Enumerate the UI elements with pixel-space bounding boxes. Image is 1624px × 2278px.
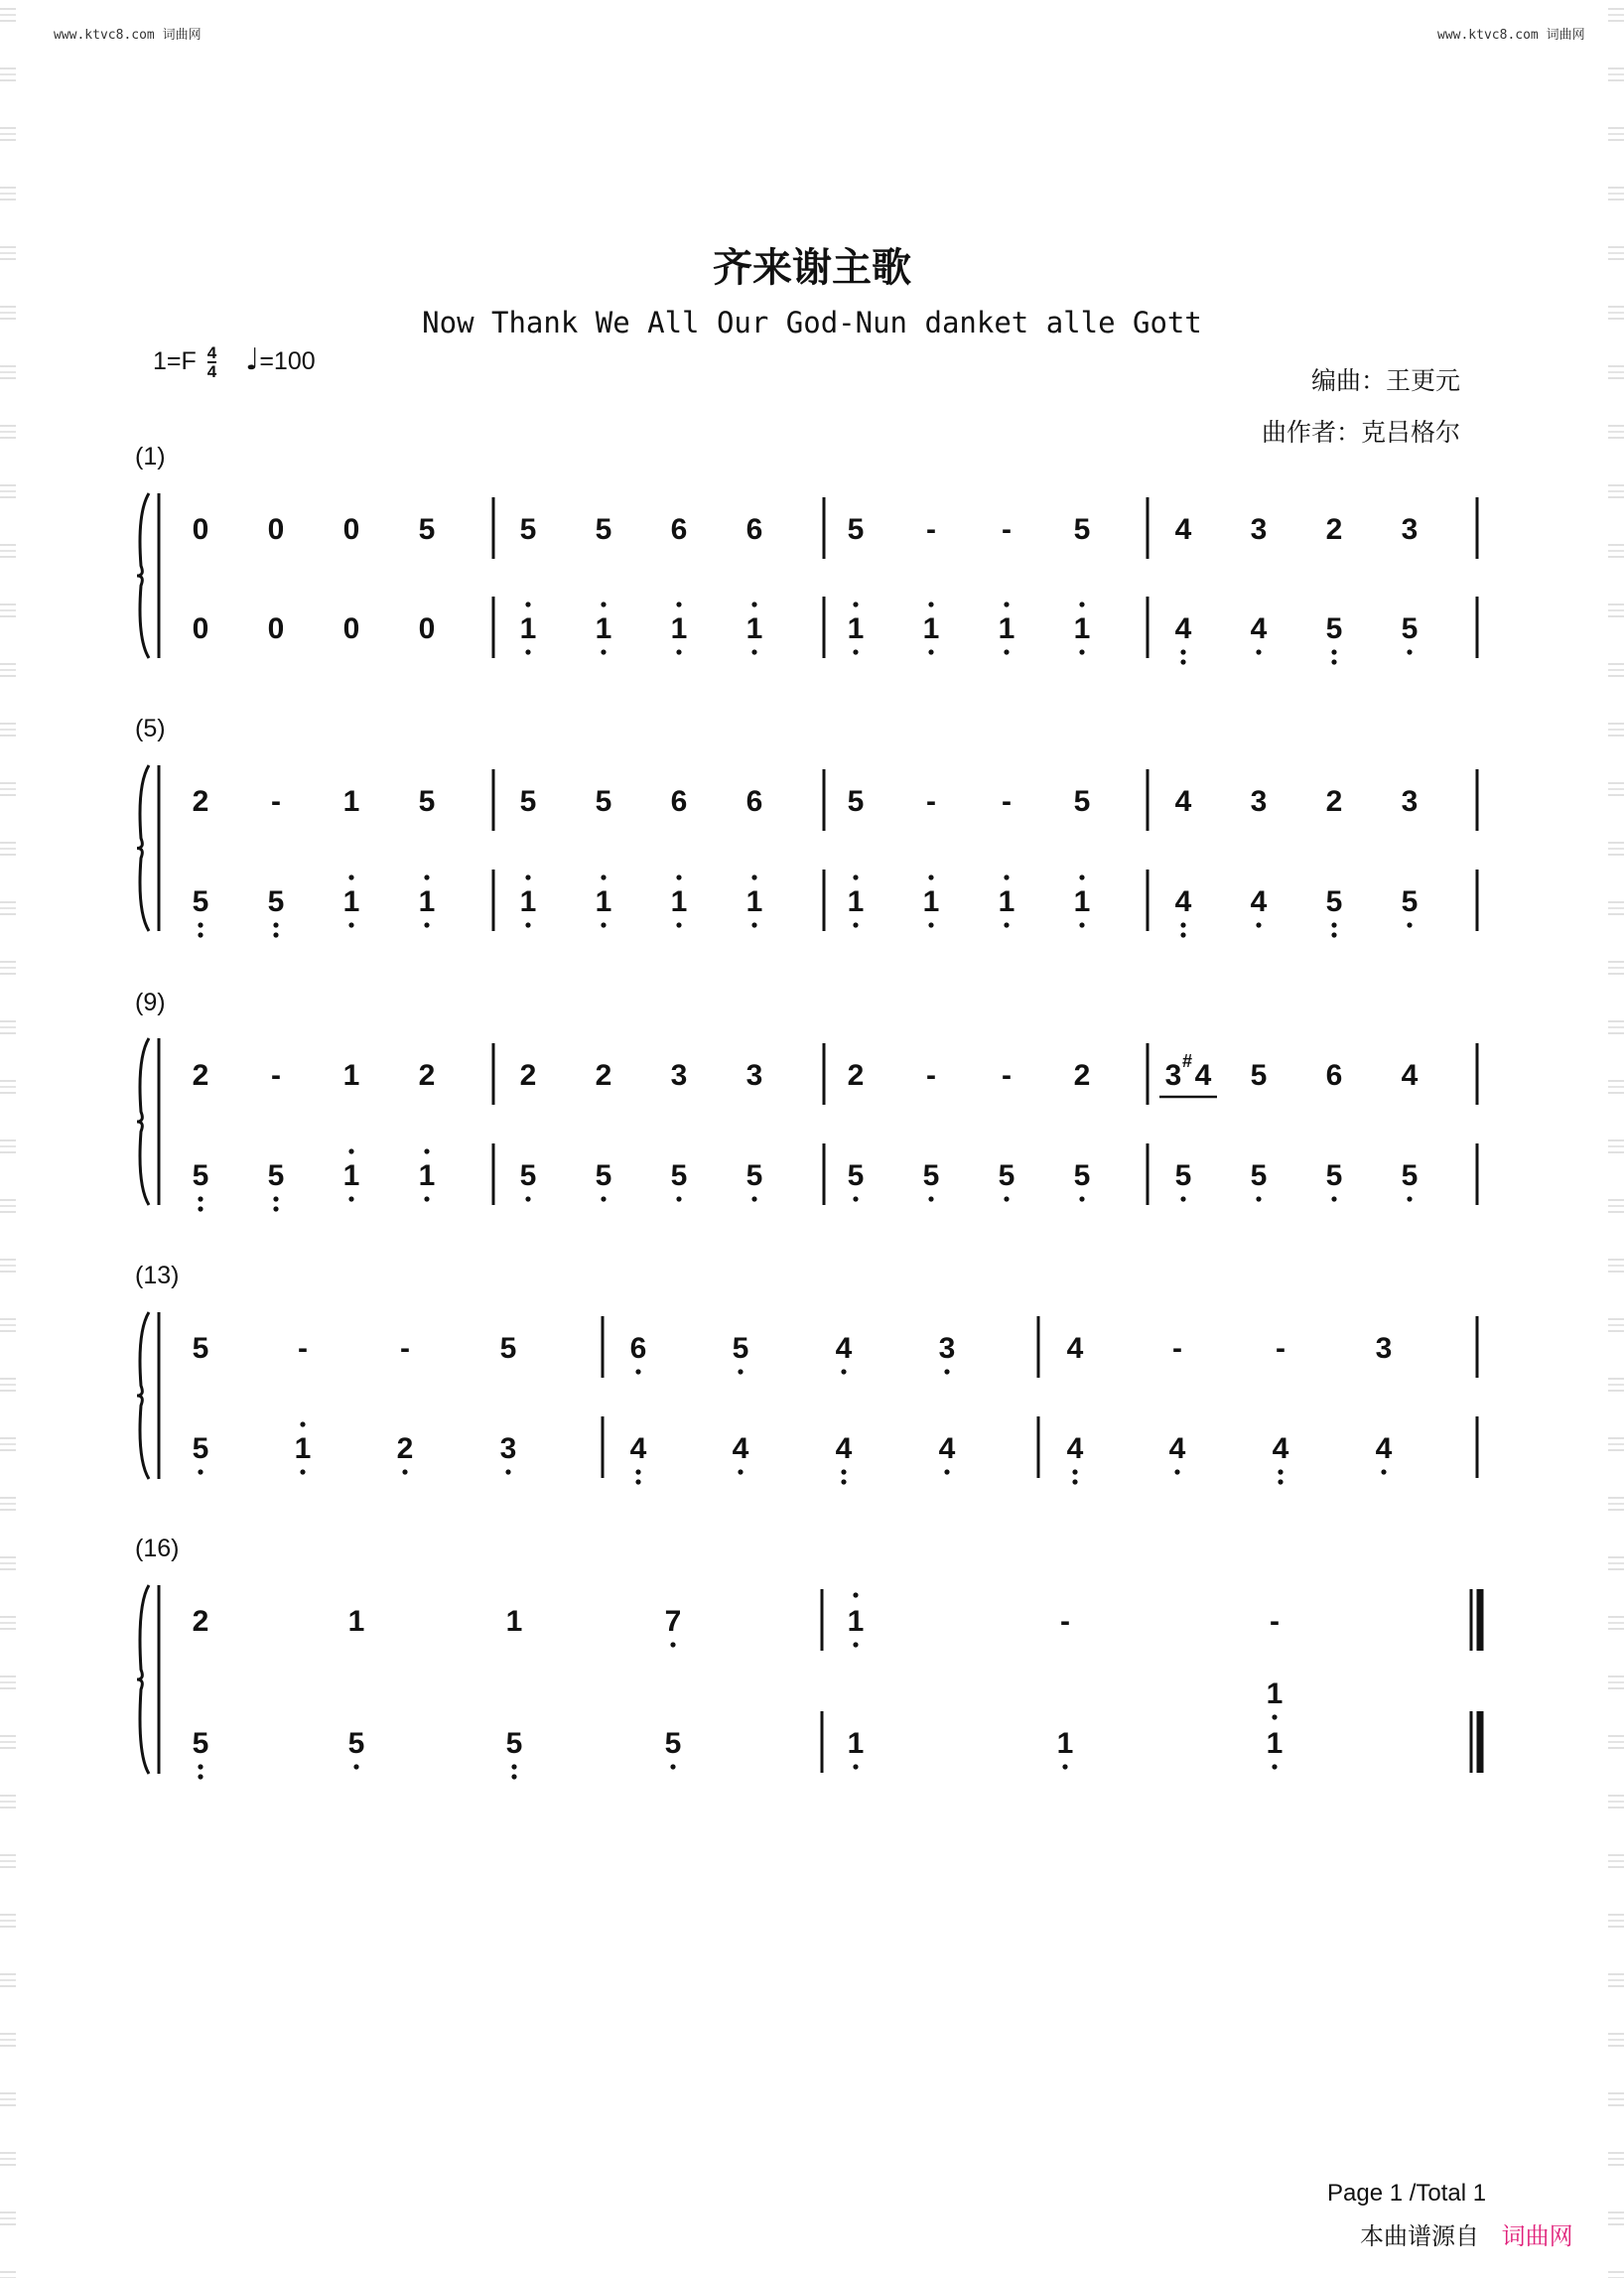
note-bass: 5 xyxy=(1325,1159,1343,1192)
octave-dot-low xyxy=(676,649,681,654)
octave-dot-high xyxy=(601,874,606,879)
octave-dot-low xyxy=(198,1206,203,1211)
note-bass: 1 xyxy=(670,612,688,645)
octave-dot-low xyxy=(751,1196,756,1201)
dash-extension: - xyxy=(926,1059,936,1092)
measure-number-label: (16) xyxy=(135,1535,180,1562)
octave-dot-low xyxy=(853,1196,858,1201)
octave-dot-high xyxy=(676,602,681,606)
note-bass: 5 xyxy=(1250,1159,1268,1192)
octave-dot-low xyxy=(1180,659,1185,664)
note-treble: 2 xyxy=(1325,785,1343,818)
octave-dot-high xyxy=(601,602,606,606)
octave-dot-low xyxy=(601,922,606,927)
octave-dot-low xyxy=(1072,1469,1077,1474)
note-bass: 5 xyxy=(745,1159,763,1192)
note-bass: 4 xyxy=(732,1432,749,1465)
octave-dot-high xyxy=(525,874,530,879)
note-bass: 4 xyxy=(629,1432,647,1465)
note-bass: 0 xyxy=(267,612,285,645)
octave-dot-low xyxy=(424,1196,429,1201)
octave-dot-low xyxy=(1331,932,1336,937)
note-treble: 6 xyxy=(670,785,688,818)
octave-dot-low xyxy=(1256,1196,1261,1201)
octave-dot-low xyxy=(198,1196,203,1201)
octave-dot-low xyxy=(1331,922,1336,927)
note-bass: 4 xyxy=(1174,885,1192,918)
octave-dot-low xyxy=(1174,1469,1179,1474)
time-signature xyxy=(207,344,216,380)
header-site-link-right[interactable]: www.ktvc8.com 词曲网 xyxy=(1437,28,1585,43)
octave-dot-low xyxy=(353,1764,358,1769)
note-treble: 1 xyxy=(505,1605,523,1638)
note-bass: 5 xyxy=(519,1159,537,1192)
composer-credit: 曲作者：克吕格尔 xyxy=(1261,418,1460,447)
header-site-link-left[interactable]: www.ktvc8.com 词曲网 xyxy=(54,28,202,43)
octave-dot-low xyxy=(348,922,353,927)
octave-dot-low xyxy=(853,649,858,654)
octave-dot-high xyxy=(928,602,933,606)
octave-dot-low xyxy=(1072,1479,1077,1484)
note-bass: 1 xyxy=(595,885,612,918)
note-treble: 3 xyxy=(1250,513,1268,546)
note-bass: 4 xyxy=(835,1432,853,1465)
note-bass: 5 xyxy=(1401,612,1419,645)
octave-dot-high xyxy=(1079,602,1084,606)
note-treble: 6 xyxy=(629,1332,647,1365)
octave-dot-high xyxy=(751,874,756,879)
octave-dot-low xyxy=(1180,649,1185,654)
octave-dot-low xyxy=(738,1469,743,1474)
note-treble: 5 xyxy=(418,513,436,546)
note-treble: 0 xyxy=(267,513,285,546)
song-subtitle: Now Thank We All Our God-Nun danket alle Gott xyxy=(422,306,1202,339)
note-bass: 5 xyxy=(922,1159,940,1192)
note-treble: 1 xyxy=(342,1059,360,1092)
note-bass: 5 xyxy=(267,1159,285,1192)
octave-dot-low xyxy=(1079,922,1084,927)
note-bass: 5 xyxy=(505,1727,523,1760)
note-treble: 3 xyxy=(1401,513,1419,546)
note-treble: 3 xyxy=(670,1059,688,1092)
note-treble: 3 xyxy=(745,1059,763,1092)
measure-number-label: (1) xyxy=(135,443,166,470)
octave-dot-low xyxy=(511,1774,516,1779)
octave-dot-low xyxy=(1278,1479,1283,1484)
note-bass: 5 xyxy=(595,1159,612,1192)
system-brace xyxy=(137,493,149,658)
note-bass: 0 xyxy=(418,612,436,645)
octave-dot-low xyxy=(402,1469,407,1474)
note-treble: 6 xyxy=(745,785,763,818)
note-treble: 5 xyxy=(1073,513,1091,546)
octave-dot-low xyxy=(601,649,606,654)
note-treble: 7 xyxy=(664,1605,682,1638)
note-bass: 5 xyxy=(670,1159,688,1192)
note-treble: 5 xyxy=(732,1332,749,1365)
octave-dot-low xyxy=(841,1369,846,1374)
measure-number-label: (13) xyxy=(135,1262,180,1289)
note-bass: 5 xyxy=(347,1727,365,1760)
octave-dot-low xyxy=(424,922,429,927)
octave-dot-low xyxy=(505,1469,510,1474)
note-bass: 1 xyxy=(847,1727,865,1760)
note-bass: 1 xyxy=(519,612,537,645)
octave-dot-low xyxy=(525,1196,530,1201)
note-bass: 5 xyxy=(998,1159,1015,1192)
octave-dot-high xyxy=(1079,874,1084,879)
octave-dot-low xyxy=(635,1369,640,1374)
octave-dot-low xyxy=(944,1369,949,1374)
octave-dot-low xyxy=(273,1206,278,1211)
note-bass: 1 xyxy=(294,1432,312,1465)
octave-dot-high xyxy=(525,602,530,606)
octave-dot-high xyxy=(1004,602,1009,606)
octave-dot-low xyxy=(751,922,756,927)
octave-dot-low xyxy=(601,1196,606,1201)
note-bass: 4 xyxy=(1250,612,1268,645)
note-bass: 1 xyxy=(847,612,865,645)
note-bass: 5 xyxy=(192,1727,209,1760)
octave-dot-low xyxy=(1180,932,1185,937)
note-treble: 4 xyxy=(1401,1059,1419,1092)
note-treble: 3 xyxy=(1401,785,1419,818)
note-bass: 3 xyxy=(499,1432,517,1465)
note-treble: 2 xyxy=(1073,1059,1091,1092)
octave-dot-low xyxy=(273,1196,278,1201)
note-treble: 6 xyxy=(1325,1059,1343,1092)
octave-dot-high xyxy=(676,874,681,879)
octave-dot-low xyxy=(676,1196,681,1201)
octave-dot-low xyxy=(1331,649,1336,654)
quarter-note-icon: ♩ xyxy=(245,342,260,377)
octave-dot-high xyxy=(424,1148,429,1153)
note-treble: 4 xyxy=(1174,513,1192,546)
note-bass: 1 xyxy=(342,885,360,918)
octave-dot-low xyxy=(751,649,756,654)
note-treble: 5 xyxy=(595,513,612,546)
note-bass: 5 xyxy=(1325,885,1343,918)
dash-extension: - xyxy=(1002,513,1012,546)
note-treble: 1 xyxy=(347,1605,365,1638)
note-bass: 5 xyxy=(192,1159,209,1192)
octave-dot-high xyxy=(424,874,429,879)
octave-dot-low xyxy=(1004,649,1009,654)
system-brace xyxy=(137,1038,149,1205)
note-bass: 1 xyxy=(418,885,436,918)
note-bass: 5 xyxy=(267,885,285,918)
note-bass: 5 xyxy=(1401,1159,1419,1192)
octave-dot-low xyxy=(273,932,278,937)
dash-extension: - xyxy=(1172,1332,1182,1365)
dash-extension: - xyxy=(926,785,936,818)
system-brace xyxy=(137,1585,149,1774)
note-bass: 1 xyxy=(745,885,763,918)
note-bass: 4 xyxy=(1174,612,1192,645)
note-treble: 4 xyxy=(1066,1332,1084,1365)
octave-dot-high xyxy=(751,602,756,606)
note-bass: 0 xyxy=(192,612,209,645)
dash-extension: - xyxy=(1270,1605,1280,1638)
note-bass: 1 xyxy=(1266,1677,1284,1710)
note-treble: 5 xyxy=(1250,1059,1268,1092)
time-bottom: 4 xyxy=(206,362,217,382)
octave-dot-low xyxy=(853,1642,858,1647)
octave-dot-low xyxy=(1062,1764,1067,1769)
note-bass: 5 xyxy=(847,1159,865,1192)
note-bass: 1 xyxy=(1266,1727,1284,1760)
octave-dot-low xyxy=(670,1764,675,1769)
note-treble: 1 xyxy=(847,1605,865,1638)
octave-dot-low xyxy=(198,1764,203,1769)
note-bass: 1 xyxy=(745,612,763,645)
dash-extension: - xyxy=(271,785,281,818)
tempo-value: =100 xyxy=(259,347,316,375)
note-bass: 5 xyxy=(1325,612,1343,645)
octave-dot-high xyxy=(1004,874,1009,879)
note-treble: 0 xyxy=(342,513,360,546)
octave-dot-low xyxy=(853,922,858,927)
note-bass: 1 xyxy=(922,612,940,645)
note-bass: 1 xyxy=(418,1159,436,1192)
dash-extension: - xyxy=(1002,785,1012,818)
time-top: 4 xyxy=(206,343,217,363)
octave-dot-high xyxy=(348,1148,353,1153)
note-treble: 4 xyxy=(1174,785,1192,818)
note-bass: 1 xyxy=(670,885,688,918)
note-bass: 4 xyxy=(1250,885,1268,918)
octave-dot-low xyxy=(841,1469,846,1474)
octave-dot-low xyxy=(635,1479,640,1484)
note-treble: 5 xyxy=(847,785,865,818)
octave-dot-low xyxy=(1079,649,1084,654)
note-treble: 5 xyxy=(499,1332,517,1365)
octave-dot-low xyxy=(1256,922,1261,927)
note-treble: 5 xyxy=(418,785,436,818)
octave-dot-low xyxy=(1004,922,1009,927)
note-treble: 6 xyxy=(745,513,763,546)
note-bass: 4 xyxy=(1272,1432,1289,1465)
octave-dot-low xyxy=(1331,1196,1336,1201)
octave-dot-low xyxy=(635,1469,640,1474)
octave-dot-low xyxy=(1256,649,1261,654)
octave-dot-low xyxy=(525,649,530,654)
note-bass: 1 xyxy=(847,885,865,918)
note-bass: 5 xyxy=(192,885,209,918)
octave-dot-low xyxy=(198,922,203,927)
octave-dot-high xyxy=(853,1592,858,1597)
dash-extension: - xyxy=(400,1332,410,1365)
key-signature xyxy=(153,342,316,380)
note-bass: 1 xyxy=(922,885,940,918)
note-treble: 2 xyxy=(1325,513,1343,546)
arranger-credit: 编曲：王更元 xyxy=(1310,366,1460,395)
note-treble: 5 xyxy=(595,785,612,818)
note-treble: 2 xyxy=(595,1059,612,1092)
sharp-sign: # xyxy=(1181,1051,1193,1071)
octave-dot-high xyxy=(300,1421,305,1426)
octave-dot-low xyxy=(198,1774,203,1779)
note-bass: 5 xyxy=(1174,1159,1192,1192)
octave-dot-low xyxy=(676,922,681,927)
octave-dot-low xyxy=(1381,1469,1386,1474)
note-treble: 4 xyxy=(1194,1059,1212,1092)
note-bass: 1 xyxy=(1056,1727,1074,1760)
song-title: 齐来谢主歌 xyxy=(713,245,911,291)
system-brace xyxy=(137,765,149,931)
octave-dot-low xyxy=(738,1369,743,1374)
note-treble: 3 xyxy=(1250,785,1268,818)
octave-dot-low xyxy=(1004,1196,1009,1201)
note-bass: 5 xyxy=(192,1432,209,1465)
source-site-link[interactable]: 词曲网 xyxy=(1501,2223,1573,2250)
octave-dot-low xyxy=(511,1764,516,1769)
octave-dot-low xyxy=(1272,1714,1277,1719)
note-bass: 5 xyxy=(1401,885,1419,918)
octave-dot-low xyxy=(944,1469,949,1474)
note-bass: 5 xyxy=(664,1727,682,1760)
note-treble: 5 xyxy=(519,785,537,818)
octave-dot-low xyxy=(1180,1196,1185,1201)
dash-extension: - xyxy=(1276,1332,1286,1365)
octave-dot-high xyxy=(928,874,933,879)
note-bass: 1 xyxy=(519,885,537,918)
octave-dot-low xyxy=(1331,659,1336,664)
octave-dot-high xyxy=(853,602,858,606)
note-treble: 4 xyxy=(835,1332,853,1365)
octave-dot-low xyxy=(198,932,203,937)
octave-dot-low xyxy=(853,1764,858,1769)
note-treble: 2 xyxy=(847,1059,865,1092)
system-brace xyxy=(137,1312,149,1479)
octave-dot-low xyxy=(928,922,933,927)
note-bass: 1 xyxy=(342,1159,360,1192)
measure-number-label: (9) xyxy=(135,989,166,1016)
note-treble: 6 xyxy=(670,513,688,546)
octave-dot-low xyxy=(1407,1196,1412,1201)
note-bass: 5 xyxy=(1073,1159,1091,1192)
note-bass: 4 xyxy=(1168,1432,1186,1465)
note-treble: 3 xyxy=(1375,1332,1393,1365)
octave-dot-low xyxy=(1272,1764,1277,1769)
note-treble: 2 xyxy=(519,1059,537,1092)
octave-dot-low xyxy=(273,922,278,927)
measure-number-label: (5) xyxy=(135,715,166,742)
note-treble: 2 xyxy=(418,1059,436,1092)
note-bass: 2 xyxy=(396,1432,414,1465)
note-treble: 5 xyxy=(847,513,865,546)
note-treble: 2 xyxy=(192,1605,209,1638)
octave-dot-low xyxy=(1180,922,1185,927)
note-treble: 2 xyxy=(192,1059,209,1092)
octave-dot-high xyxy=(853,874,858,879)
octave-dot-low xyxy=(928,649,933,654)
key-label: 1=F xyxy=(153,347,197,375)
note-treble: 5 xyxy=(192,1332,209,1365)
note-treble: 0 xyxy=(192,513,209,546)
octave-dot-high xyxy=(348,874,353,879)
octave-dot-low xyxy=(300,1469,305,1474)
page-number: Page 1 /Total 1 xyxy=(1327,2180,1487,2207)
note-bass: 1 xyxy=(595,612,612,645)
note-bass: 4 xyxy=(1066,1432,1084,1465)
dash-extension: - xyxy=(298,1332,308,1365)
note-treble: 2 xyxy=(192,785,209,818)
octave-dot-low xyxy=(1278,1469,1283,1474)
octave-dot-low xyxy=(1079,1196,1084,1201)
note-treble: 1 xyxy=(342,785,360,818)
dash-extension: - xyxy=(926,513,936,546)
octave-dot-low xyxy=(928,1196,933,1201)
note-treble: 5 xyxy=(1073,785,1091,818)
octave-dot-low xyxy=(841,1479,846,1484)
octave-dot-low xyxy=(1407,649,1412,654)
note-bass: 0 xyxy=(342,612,360,645)
score-notation xyxy=(0,437,1624,2273)
note-treble: 3 xyxy=(1164,1059,1182,1092)
dash-extension: - xyxy=(271,1059,281,1092)
note-bass: 1 xyxy=(998,885,1015,918)
note-bass: 1 xyxy=(1073,612,1091,645)
note-bass: 1 xyxy=(1073,885,1091,918)
source-credit xyxy=(1360,2216,1573,2251)
octave-dot-low xyxy=(1407,922,1412,927)
note-treble: 3 xyxy=(938,1332,956,1365)
dash-extension: - xyxy=(1002,1059,1012,1092)
note-bass: 4 xyxy=(938,1432,956,1465)
octave-dot-low xyxy=(198,1469,203,1474)
source-prefix: 本曲谱源自 xyxy=(1360,2223,1479,2250)
dash-extension: - xyxy=(1060,1605,1070,1638)
octave-dot-low xyxy=(525,922,530,927)
octave-dot-low xyxy=(348,1196,353,1201)
note-bass: 1 xyxy=(998,612,1015,645)
octave-dot-low xyxy=(670,1642,675,1647)
note-bass: 4 xyxy=(1375,1432,1393,1465)
note-treble: 5 xyxy=(519,513,537,546)
